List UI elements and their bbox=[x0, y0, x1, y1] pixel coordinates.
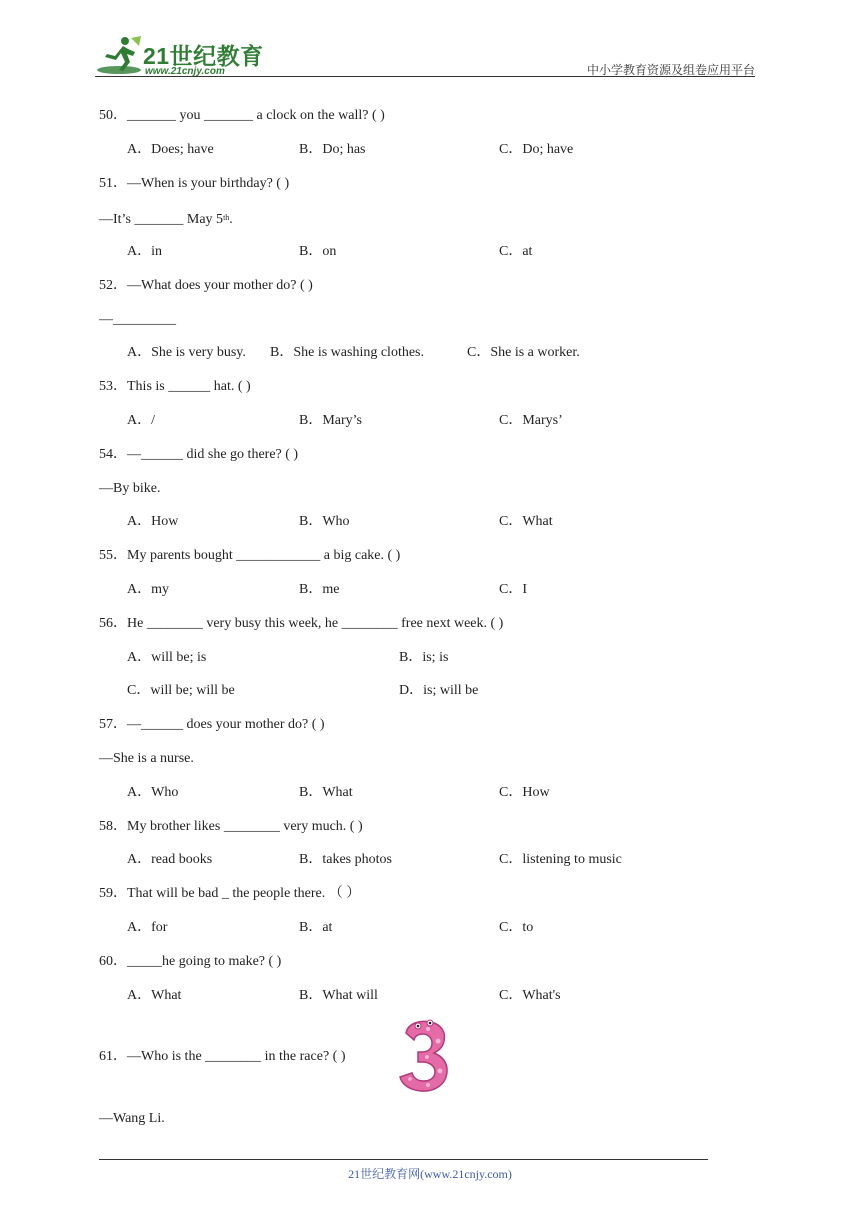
q57-option-b: B．What bbox=[299, 785, 353, 800]
q57-option-a: A．Who bbox=[127, 785, 179, 800]
q54-answer-line: —By bike. bbox=[99, 481, 161, 496]
number-three-picture bbox=[398, 1019, 450, 1093]
q59-option-b: B．at bbox=[299, 920, 333, 935]
q56-option-a: A．will be; is bbox=[127, 650, 207, 665]
q58-option-b: B．takes photos bbox=[299, 852, 392, 867]
q51-option-c: C．at bbox=[499, 244, 533, 259]
header-platform-text: 中小学教育资源及组卷应用平台 bbox=[586, 63, 755, 77]
q51-ordinal-suffix: th bbox=[223, 213, 230, 222]
q54-option-a: A．How bbox=[127, 514, 179, 529]
q57-answer-line: —She is a nurse. bbox=[99, 751, 194, 766]
page-footer: 21世纪教育网(www.21cnjy.com) bbox=[348, 1167, 512, 1181]
question-56-stem: 56．He ________ very busy this week, he ________ free next week. ( ) bbox=[99, 616, 504, 631]
question-57-stem: 57．—______ does your mother do? ( ) bbox=[99, 717, 325, 732]
question-61-stem: 61．—Who is the ________ in the race? ( ) bbox=[99, 1049, 346, 1064]
q58-option-a: A．read books bbox=[127, 852, 213, 867]
question-55-stem: 55．My parents bought ____________ a big cake. ( ) bbox=[99, 548, 401, 563]
question-60-stem: 60．_____he going to make? ( ) bbox=[99, 954, 282, 969]
question-53-stem: 53．This is ______ hat. ( ) bbox=[99, 379, 251, 394]
q58-option-c: C．listening to music bbox=[499, 852, 622, 867]
q54-option-b: B．Who bbox=[299, 514, 350, 529]
question-51-stem: 51．—When is your birthday? ( ) bbox=[99, 176, 290, 191]
q52-option-b: B．She is washing clothes. bbox=[270, 345, 424, 360]
q61-answer-line: —Wang Li. bbox=[99, 1111, 165, 1126]
question-59-stem: 59．That will be bad _ the people there. （ ） bbox=[99, 886, 361, 901]
q50-option-b: B．Do; has bbox=[299, 142, 366, 157]
q60-option-b: B．What will bbox=[299, 988, 378, 1003]
header-divider bbox=[95, 76, 755, 77]
q57-option-c: C．How bbox=[499, 785, 550, 800]
q51-option-a: A．in bbox=[127, 244, 162, 259]
q51-option-b: B．on bbox=[299, 244, 337, 259]
q55-option-a: A．my bbox=[127, 582, 169, 597]
runner-logo-icon bbox=[95, 34, 143, 78]
q52-answer-blank: —_________ bbox=[99, 312, 176, 327]
q51-answer-line bbox=[99, 209, 233, 229]
logo bbox=[95, 34, 264, 78]
q51-answer-text: —It’s _______ May 5 bbox=[99, 212, 224, 227]
question-58-stem: 58．My brother likes ________ very much. ( ) bbox=[99, 819, 363, 834]
logo-url: www.21cnjy.com bbox=[145, 66, 225, 77]
page-header bbox=[95, 28, 755, 78]
q59-option-c: C．to bbox=[499, 920, 534, 935]
question-54-stem: 54．—______ did she go there? ( ) bbox=[99, 447, 299, 462]
q59-option-a: A．for bbox=[127, 920, 168, 935]
q50-option-c: C．Do; have bbox=[499, 142, 574, 157]
q55-option-c: C．I bbox=[499, 582, 527, 597]
q50-option-a: A．Does; have bbox=[127, 142, 214, 157]
q51-answer-period: . bbox=[229, 212, 233, 227]
q54-option-c: C．What bbox=[499, 514, 553, 529]
q56-option-d: D．is; will be bbox=[399, 683, 479, 698]
q53-option-a: A．/ bbox=[127, 413, 155, 428]
question-50-stem: 50．_______ you _______ a clock on the wall? ( ) bbox=[99, 108, 385, 123]
q55-option-b: B．me bbox=[299, 582, 340, 597]
q53-option-c: C．Marys’ bbox=[499, 413, 563, 428]
footer-divider bbox=[99, 1159, 708, 1160]
logo-text: 21世纪教育 bbox=[143, 43, 264, 69]
q56-option-c: C．will be; will be bbox=[127, 683, 235, 698]
q52-option-a: A．She is very busy. bbox=[127, 345, 246, 360]
q56-option-b: B．is; is bbox=[399, 650, 449, 665]
q52-option-c: C．She is a worker. bbox=[467, 345, 580, 360]
q60-option-a: A．What bbox=[127, 988, 182, 1003]
q53-option-b: B．Mary’s bbox=[299, 413, 362, 428]
q60-option-c: C．What's bbox=[499, 988, 561, 1003]
question-52-stem: 52．—What does your mother do? ( ) bbox=[99, 278, 313, 293]
